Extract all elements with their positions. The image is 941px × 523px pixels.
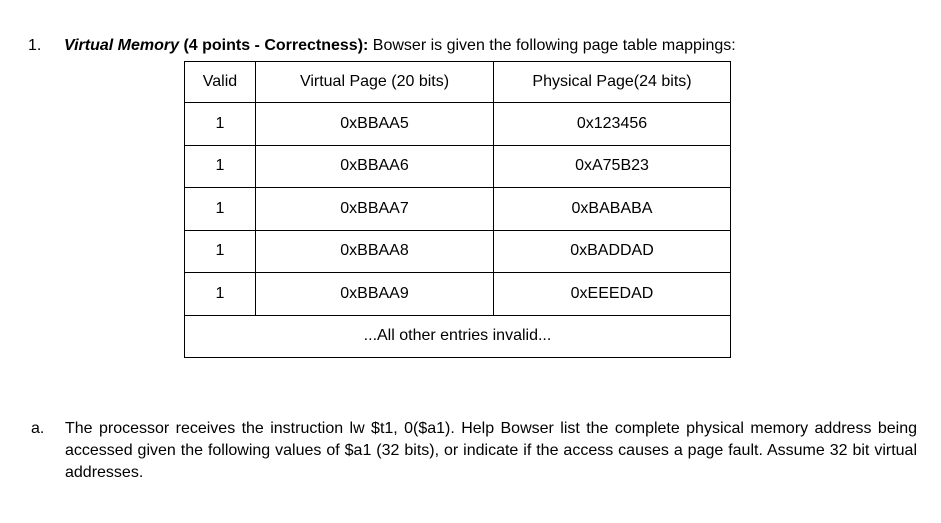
valid-cell: 1 xyxy=(185,103,256,146)
part-a-text: The processor receives the instruction lw $t1, 0($a1). Help Bowser list the complete physical memory address being accessed given the following values of $a1 (32 bits), or indicate if the access causes a page fault. Assume 32 bit virtual addresses. xyxy=(65,420,917,481)
table-row xyxy=(185,188,731,231)
physical-page-cell: 0xA75B23 xyxy=(494,145,731,188)
physical-page-cell: 0x123456 xyxy=(494,103,731,146)
header-valid: Valid xyxy=(185,62,256,103)
virtual-page-cell: 0xBBAA9 xyxy=(256,273,494,316)
virtual-page-cell: 0xBBAA7 xyxy=(256,188,494,231)
question-points: (4 points - Correctness): xyxy=(179,37,369,54)
physical-page-cell: 0xBABABA xyxy=(494,188,731,231)
virtual-page-cell: 0xBBAA6 xyxy=(256,145,494,188)
part-a-label: a. xyxy=(31,420,45,437)
physical-page-cell: 0xEEEDAD xyxy=(494,273,731,316)
valid-cell: 1 xyxy=(185,230,256,273)
header-virtual-page: Virtual Page (20 bits) xyxy=(256,62,494,103)
question-prompt: Bowser is given the following page table mappings: xyxy=(368,37,736,54)
table-row xyxy=(185,145,731,188)
valid-cell: 1 xyxy=(185,188,256,231)
valid-cell: 1 xyxy=(185,145,256,188)
invalid-entries-note: ...All other entries invalid... xyxy=(185,315,731,358)
table-row xyxy=(185,103,731,146)
table-footer-row xyxy=(185,315,731,358)
page-table xyxy=(184,61,731,358)
physical-page-cell: 0xBADDAD xyxy=(494,230,731,273)
header-physical-page: Physical Page(24 bits) xyxy=(494,62,731,103)
virtual-page-cell: 0xBBAA8 xyxy=(256,230,494,273)
virtual-page-cell: 0xBBAA5 xyxy=(256,103,494,146)
page-table-header-row xyxy=(185,62,731,103)
question-title: Virtual Memory xyxy=(64,37,179,54)
question-heading xyxy=(28,36,928,56)
table-row xyxy=(185,230,731,273)
valid-cell: 1 xyxy=(185,273,256,316)
table-row xyxy=(185,273,731,316)
question-number: 1. xyxy=(28,37,42,54)
part-a xyxy=(31,418,917,484)
